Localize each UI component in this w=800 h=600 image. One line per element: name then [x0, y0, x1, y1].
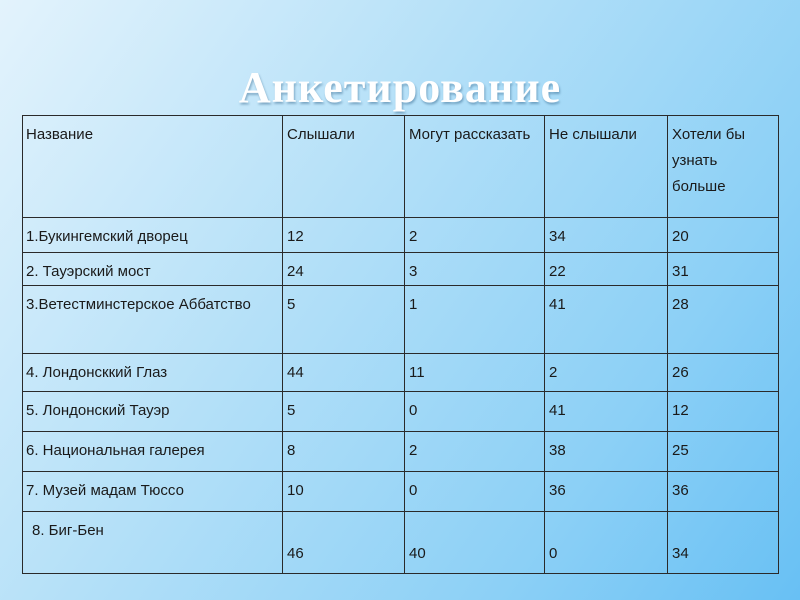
row-name-cell: 2. Тауэрский мост	[23, 253, 283, 286]
row-value-cell: 40	[405, 512, 545, 574]
row-value-cell: 0	[405, 392, 545, 432]
table-row	[23, 392, 779, 432]
row-name-text: 8. Биг-Бен	[32, 522, 104, 539]
row-value-cell: 36	[668, 472, 779, 512]
row-value-cell: 1	[405, 286, 545, 354]
table-row	[23, 512, 779, 574]
row-name-cell: 7. Музей мадам Тюссо	[23, 472, 283, 512]
row-value-cell: 24	[283, 253, 405, 286]
row-value-cell: 12	[283, 218, 405, 253]
row-value-cell: 8	[283, 432, 405, 472]
row-value-cell: 2	[405, 218, 545, 253]
row-name-cell: 5. Лондонский Тауэр	[23, 392, 283, 432]
table-header-row	[23, 116, 779, 218]
row-value-cell: 34	[668, 512, 779, 574]
row-value-cell: 12	[668, 392, 779, 432]
slide-title: Анкетирование	[238, 63, 562, 112]
table-row	[23, 286, 779, 354]
header-cell-name: Название	[23, 116, 283, 218]
row-value-cell: 22	[545, 253, 668, 286]
row-name-cell: 6. Национальная галерея	[23, 432, 283, 472]
table-row	[23, 253, 779, 286]
row-value-cell: 44	[283, 354, 405, 392]
row-value-cell: 0	[405, 472, 545, 512]
header-cell-not-heard: Не слышали	[545, 116, 668, 218]
header-cell-can-tell: Могут рассказать	[405, 116, 545, 218]
table-row	[23, 218, 779, 253]
row-name-cell: 1.Букингемский дворец	[23, 218, 283, 253]
row-value-cell: 20	[668, 218, 779, 253]
row-value-cell: 36	[545, 472, 668, 512]
survey-table	[22, 115, 779, 574]
row-value-cell: 26	[668, 354, 779, 392]
table-row	[23, 432, 779, 472]
table-row	[23, 354, 779, 392]
row-value-cell: 10	[283, 472, 405, 512]
header-cell-heard: Слышали	[283, 116, 405, 218]
row-value-cell: 11	[405, 354, 545, 392]
row-value-cell: 41	[545, 286, 668, 354]
row-value-cell: 31	[668, 253, 779, 286]
row-name-cell	[23, 512, 283, 574]
row-value-cell: 0	[545, 512, 668, 574]
row-value-cell: 46	[283, 512, 405, 574]
header-cell-want-know-more: Хотели бы узнать больше	[668, 116, 779, 218]
row-name-cell: 4. Лондонсккий Глаз	[23, 354, 283, 392]
row-name-cell: 3.Ветестминстерское Аббатство	[23, 286, 283, 354]
row-value-cell: 25	[668, 432, 779, 472]
row-value-cell: 2	[405, 432, 545, 472]
row-value-cell: 41	[545, 392, 668, 432]
row-value-cell: 2	[545, 354, 668, 392]
row-value-cell: 28	[668, 286, 779, 354]
table-row	[23, 472, 779, 512]
row-value-cell: 5	[283, 286, 405, 354]
row-value-cell: 34	[545, 218, 668, 253]
row-value-cell: 38	[545, 432, 668, 472]
row-value-cell: 3	[405, 253, 545, 286]
row-value-cell: 5	[283, 392, 405, 432]
